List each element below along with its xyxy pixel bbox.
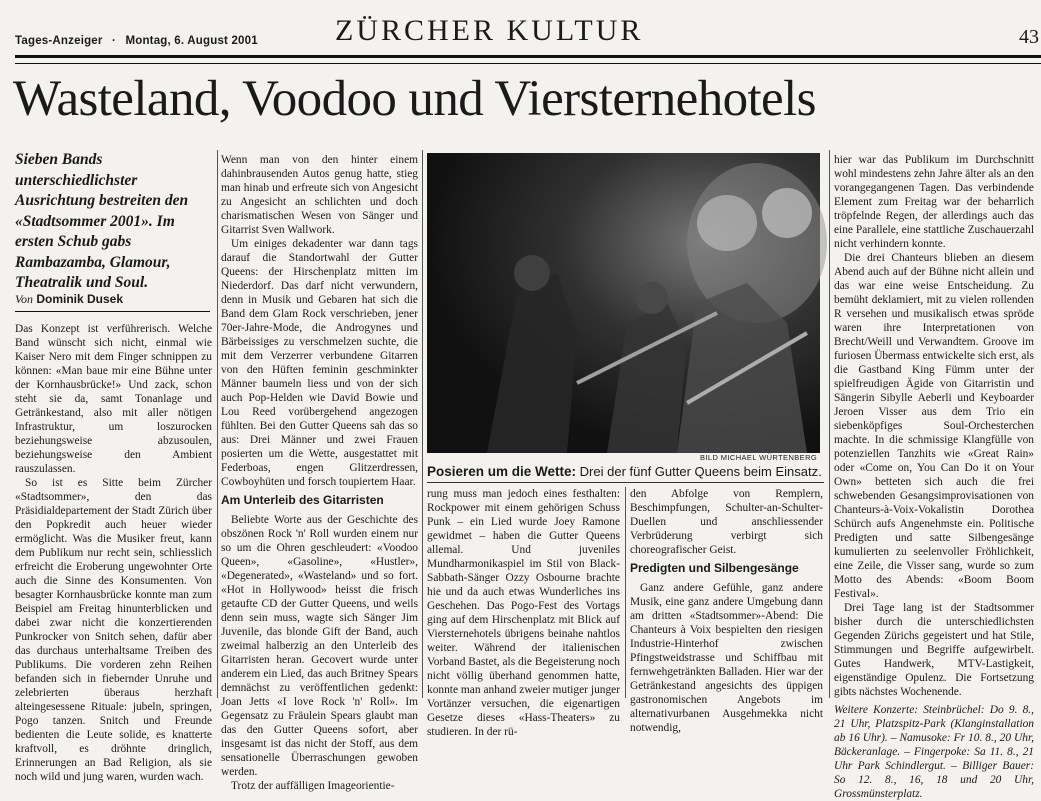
paragraph: Ganz andere Gefühle, ganz andere Musik, eine ganz andere Umgebung dann am dritten «Stadtsommer»-Abend: Die Chanteurs à Voix bespielten den riesigen Industrie-Hinterhof zwischen Pfingstweidstrasse und Schiffbau mit fernwehgetränkten Balladen. Hier war der Getränkestand angesichts des üppigen gastronomischen Angebots im alternativurbanen Ausgehmekka nicht notwendig, xyxy=(630,582,823,734)
column-4 xyxy=(630,487,823,734)
header-rule-thick xyxy=(15,55,1041,58)
paragraph: Beliebte Worte aus der Geschichte des obszönen Rock 'n' Roll wurden einem nur so um die Ohren geschleudert: «Voodoo Queen», «Gasoline», «Hustler», «Degenerated», «Wasteland» und so fort. «Hot in Hollywood» heisst die frisch getaufte CD der Gutter Queens, und weils denn sein muss, wagte sich Sänger Jim Juvenile, das blonde Gift der Band, auch zweimal halberzig an den Unterleib des Gitarristen heran. Gecovert wurde unter anderem ein Lied, das auch Britney Spears demnächst zu veröffentlichen gedenkt: Joan Jetts «I love Rock 'n' Roll». Im Gegensatz zu Fräulein Spears glaubt man das den Gutter Queens sofort, aber insgesamt ist das nicht der Stoff, aus dem sensationelle Überraschungen gewoben werden. xyxy=(221,514,418,778)
column-1 xyxy=(15,322,212,783)
column-divider xyxy=(829,150,830,698)
issue-date: Montag, 6. August 2001 xyxy=(125,35,258,47)
concert-photo xyxy=(427,153,820,453)
page-number: 43 xyxy=(1019,26,1039,48)
paragraph: Trotz der auffälligen Imageorientie- xyxy=(231,780,395,792)
paragraph: So ist es Sitte beim Zürcher «Stadtsommer», den das Präsidialdepartement der Stadt Zürich über den Popkredit auch heuer wieder ermöglicht. Was die Musiker freut, kann dem Publikum nur recht sein, schliesslich erfreicht die Eroberung ungewohnter Orte auch die Sinne des Konsumenten. Von besagter Kornhausbrücke konnte man zum Beispiel am Freitag hinunterblicken und dabei zwar nicht die konzertierenden Punkrocker von Snitch sehen, dafür aber das durchaus unterhaltsame Treiben des Publikums. Die vorderen zehn Reihen befanden sich in fiebernder Unruhe und zelebrierten überaus herzhaft alteingesessene Rituale: jubeln, springen, Pogo tanzen. Snitch und Freunde bedienten die Leute solide, es knatterte kraftvoll, es dröhnte dringlich, Erinnerungen an Bad Religion, als sie noch wild und jung waren, wurden wach. xyxy=(15,477,212,783)
subheading: Am Unterleib des Gitarristen xyxy=(221,493,384,507)
author-name: Dominik Dusek xyxy=(36,292,124,306)
photo-caption xyxy=(427,464,827,479)
column-divider xyxy=(422,150,423,698)
concert-listing: Weitere Konzerte: Steinbrüchel: Do 9. 8., 21 Uhr, Platzspitz-Park (Klanginstallation ab 16 Uhr). – Namusoke: Fr 10. 8., 20 Uhr, Bäckeranlage. – Fingerpoke: Sa 11. 8., 21 Uhr Park Schindlergut. – Billiger Bauer: So 12. 8., 16, 18 und 20 Uhr, Grossmünsterplatz. xyxy=(834,704,1034,800)
dateline xyxy=(15,35,264,47)
column-5 xyxy=(834,153,1034,800)
byline xyxy=(15,292,210,312)
article-headline: Wasteland, Voodoo und Viersternehotels xyxy=(13,71,816,127)
byline-prefix: Von xyxy=(15,292,33,306)
paragraph: hier war das Publikum im Durchschnitt wohl mindestens zehn Jahre älter als an den vorangegangenen Tagen. Das verbindende Element zum Freitag war der beharrlich tröpfelnde Regen, der allerdings auch das eine Parallele, eine stattliche Zuschauerzahl nicht verhindern konnte. xyxy=(834,154,1034,250)
column-2 xyxy=(221,153,418,792)
photo-image xyxy=(427,153,820,453)
paragraph: den Abfolge von Remplern, Beschimpfungen, Schulter-an-Schulter-Duellen und anschliessender Verbrüderung verbirgt sich choreografischer Geist. xyxy=(630,488,823,556)
newspaper-name: Tages-Anzeiger xyxy=(15,35,103,47)
caption-text: Drei der fünf Gutter Queens beim Einsatz. xyxy=(576,464,822,479)
article-lead: Sieben Bands unterschiedlichster Ausrichtung bestreiten den «Stadtsommer 2001». Im ersten Schub gabs Rambazamba, Glamour, Theatralik und Soul. xyxy=(15,151,189,291)
paragraph: Wenn man von den hinter einem dahinbrausenden Autos genug hatte, stieg man hinab und erfreute sich von Angesicht zu Angesicht an schlichten und doch charismatischen Wesen von Sänger und Gitarrist Sven Wallwork. xyxy=(221,154,418,236)
separator-dot: · xyxy=(112,35,117,47)
column-3 xyxy=(427,487,620,738)
caption-title: Posieren um die Wette: xyxy=(427,464,577,479)
paragraph: rung muss man jedoch eines festhalten: Rockpower mit einem gehörigen Schuss Punk – ein Lied wurde Joey Ramone gewidmet – haben die Gutter Queens allemal. Und juveniles Mundharmonikaspiel im Stil von Black-Sabbath-Sänger Ozzy Osbourne brachte hie und da auch etwas Wunderliches ins Geschehen. Das Pogo-Fest des Vortags ging auf dem Hirschenplatz mit Blick auf Viersternehotels übrigens beinahe nahtlos weiter. Während der italienischen Vorband Bastet, als die Begeisterung noch nicht völlig überhand genommen hatte, konnte man anhand zweier mutiger junger Vortänzer versuchen, die eigenartigen Gesetze dieses «Hass-Theaters» zu studieren. In der rü- xyxy=(427,488,620,738)
caption-rule xyxy=(427,482,824,483)
subheading: Predigten und Silbengesänge xyxy=(630,561,799,575)
paragraph: Drei Tage lang ist der Stadtsommer bisher durch die unterschiedlichsten Gegenden Zürichs gegeistert und hat Stile, Stimmungen und Begriffe aufgewirbelt. Gutes Handwerk, MTV-Lastigkeit, eigenständige Opulenz. Die Fortsetzung gibts nächstes Wochenende. xyxy=(834,602,1034,698)
header-rule-thin xyxy=(15,63,1041,64)
column-divider xyxy=(625,487,626,698)
paragraph: Das Konzept ist verführerisch. Welche Band wünscht sich nicht, einmal wie Kaiser Nero mit dem Finger schnippen zu können: «Man baue mir eine Bühne unter der Kornhausbrücke!» Und zack, schon steht sie da, samt Tonanlage und Getränkestand, also mit aller nötigen Infrastruktur, um loszurocken beziehungsweise abzusoulen, beziehungsweise den Ambient rauszulassen. xyxy=(15,323,212,475)
paragraph: Die drei Chanteurs blieben an diesem Abend auch auf der Bühne nicht allein und das war eine weise Entscheidung. Zu bemüht deklamiert, mit zu vielen rollenden R versehen und musikalisch etwas spröde waren ihre Interpretationen von Brecht/Weill und Verwandtem. Groove im furiosen Übermass entwickelte sich erst, als die Gastband King Fümm unter der spielfreudigen Ägide von Gitarristin und Sängerin Sibylle Aeberli und Keyboarder Jeroen Visser aus dem Trio ein siebenköpfiges Soul-Orchesterchen machte. In die schmissige Klangfülle von potenziellen Tanzhits wie «Great Rain» oder «Come on, You Can Do it on Your Own» betteten sich auch die frei schwebenden Gesangsimprovisationen von Chanteurs-à-Voix-Vokalistin Dorothea Schürch aufs Angenehmste ein. Politische Predigten und satte Silbengesänge kumulierten zu seelenvoller Fröhlichkeit, eine Zeile, die Visser sang, wurde so zum Motto des Abends: «Boom Boom Festival». xyxy=(834,252,1034,600)
paragraph: Um einiges dekadenter war dann tags darauf die Standortwahl der Gutter Queens: der Hirschenplatz mitten im Niederdorf. Das darf nicht verwundern, denn in Musik und Gebaren hat sich die Band dem Glam Rock verschrieben, jener 70er-Jahre-Mode, die Androgynes und Bärbeissiges zu verschmelzen suchte, die mit dem Verzerrer verbundene Gitarren von den Hüften feminin geschminkter Männer baumeln liess und von der sich auch Pop-Helden wie David Bowie und Lou Reed vorübergehend angezogen fühlten. Bei den Gutter Queens sah das so aus: Drei Männer und zwei Frauen posierten um die Wette, ausgestattet mit Federboas, engen Glitzerdressen, Cowboyhüten und forsch toupiertem Haar. xyxy=(221,238,418,488)
section-title: ZÜRCHER KULTUR xyxy=(335,14,644,47)
photo-credit: BILD MICHAEL WÜRTENBERG xyxy=(700,453,818,462)
column-divider xyxy=(217,150,218,698)
